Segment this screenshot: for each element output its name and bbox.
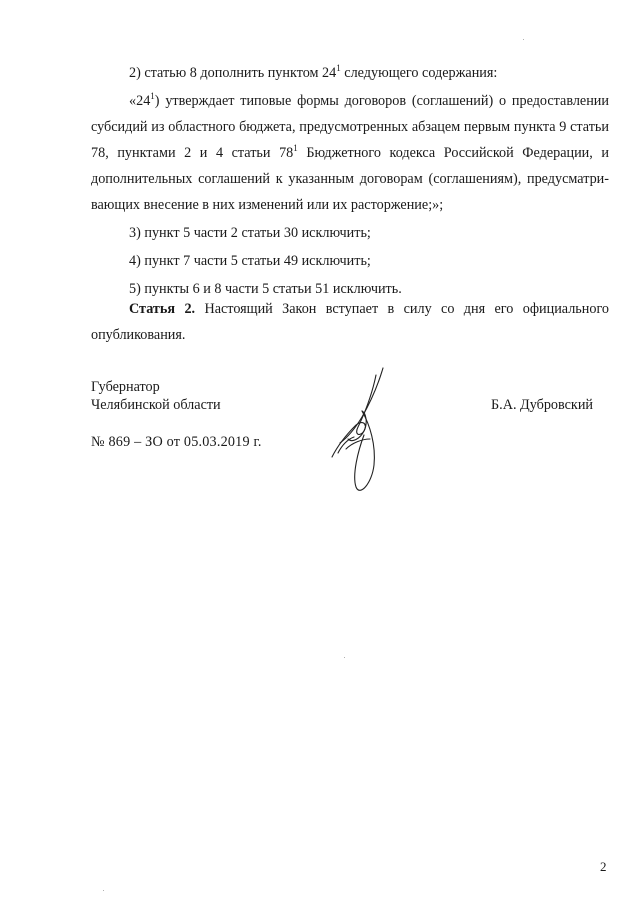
article-2-label: Статья 2. bbox=[129, 301, 196, 317]
quote-start: «24 bbox=[129, 93, 151, 109]
article-2 bbox=[91, 296, 609, 348]
governor-title-line2: Челябинской области bbox=[91, 397, 221, 413]
scan-speck bbox=[523, 39, 524, 40]
superscript: 1 bbox=[336, 63, 341, 73]
superscript: 1 bbox=[293, 143, 298, 153]
paragraph-5: 5) пункты 6 и 8 части 5 статьи 51 исключить. bbox=[129, 281, 402, 297]
handwritten-signature bbox=[318, 365, 398, 505]
paragraph-2 bbox=[91, 60, 609, 86]
paragraph-4: 4) пункт 7 части 5 статьи 49 исключить; bbox=[129, 253, 371, 269]
amendments-block bbox=[91, 60, 609, 302]
governor-title bbox=[91, 378, 221, 414]
paragraph-2-suffix: следующего содержания: bbox=[340, 65, 498, 81]
article-2-block bbox=[91, 296, 609, 348]
scan-speck bbox=[103, 890, 104, 891]
page-number: 2 bbox=[600, 859, 607, 874]
scan-speck bbox=[344, 657, 345, 658]
superscript: 1 bbox=[150, 91, 155, 101]
paragraph-24-1 bbox=[91, 88, 609, 218]
paragraph-3: 3) пункт 5 части 2 статьи 30 исключить; bbox=[129, 225, 371, 241]
governor-title-line1: Губернатор bbox=[91, 379, 160, 395]
paragraph-24-1-text-end: Бюджетного кодекса Российской Федерации, и дополнительных соглашений к указанным договорам (соглашениям), предусматри-вающих внесение в них изменений или их расторжение;»; bbox=[91, 145, 609, 213]
paragraph-2-text: 2) статью 8 дополнить пунктом 24 bbox=[129, 65, 337, 81]
paragraph-24-1-text: ) утверждает типовые формы договоров (соглашений) о предоставлении субсидий из областного бюджета, предусмотренных абзацем первым пункта 9 статьи 78, пунктами 2 и 4 статьи 78 bbox=[91, 93, 609, 161]
law-number: № 869 – ЗО от 05.03.2019 г. bbox=[91, 434, 262, 450]
governor-name: Б.А. Дубровский bbox=[491, 397, 594, 413]
article-2-text: Настоящий Закон вступает в силу со дня его официального опубликования. bbox=[91, 301, 610, 343]
